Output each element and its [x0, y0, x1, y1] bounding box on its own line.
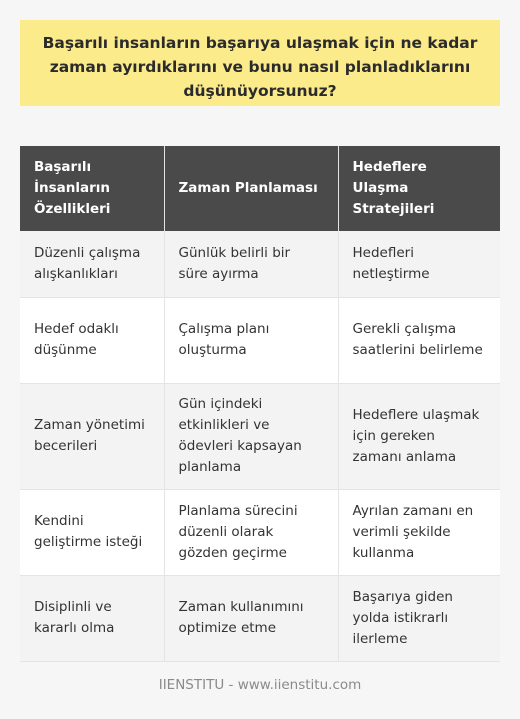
table-cell: Zaman yönetimi becerileri	[20, 383, 164, 489]
table-cell: Hedefleri netleştirme	[338, 231, 500, 297]
table-cell: Planlama sürecini düzenli olarak gözden geçirme	[164, 489, 338, 575]
table-cell: Başarıya giden yolda istikrarlı ilerleme	[338, 575, 500, 661]
table-row	[20, 383, 500, 489]
table-row	[20, 575, 500, 661]
table-cell: Disiplinli ve kararlı olma	[20, 575, 164, 661]
table-cell: Hedeflere ulaşmak için gereken zamanı anlama	[338, 383, 500, 489]
table-cell: Gün içindeki etkinlikleri ve ödevleri kapsayan planlama	[164, 383, 338, 489]
table-row	[20, 489, 500, 575]
footer-credit: IIENSTITU - www.iienstitu.com	[158, 677, 362, 693]
table-cell: Düzenli çalışma alışkanlıkları	[20, 231, 164, 297]
page-title: Başarılı insanların başarıya ulaşmak için ne kadar zaman ayırdıklarını ve bunu nasıl planladıklarını düşünüyorsunuz?	[20, 20, 500, 106]
table-cell: Gerekli çalışma saatlerini belirleme	[338, 297, 500, 383]
table-cell: Çalışma planı oluşturma	[164, 297, 338, 383]
comparison-table	[20, 146, 500, 662]
table-cell: Kendini geliştirme isteği	[20, 489, 164, 575]
table-row	[20, 297, 500, 383]
column-header: Zaman Planlaması	[164, 146, 338, 231]
table-row	[20, 231, 500, 297]
table-cell: Günlük belirli bir süre ayırma	[164, 231, 338, 297]
table-cell: Hedef odaklı düşünme	[20, 297, 164, 383]
table-cell: Zaman kullanımını optimize etme	[164, 575, 338, 661]
table-header-row	[20, 146, 500, 231]
table-cell: Ayrılan zamanı en verimli şekilde kullanma	[338, 489, 500, 575]
column-header: Başarılı İnsanların Özellikleri	[20, 146, 164, 231]
column-header: Hedeflere Ulaşma Stratejileri	[338, 146, 500, 231]
